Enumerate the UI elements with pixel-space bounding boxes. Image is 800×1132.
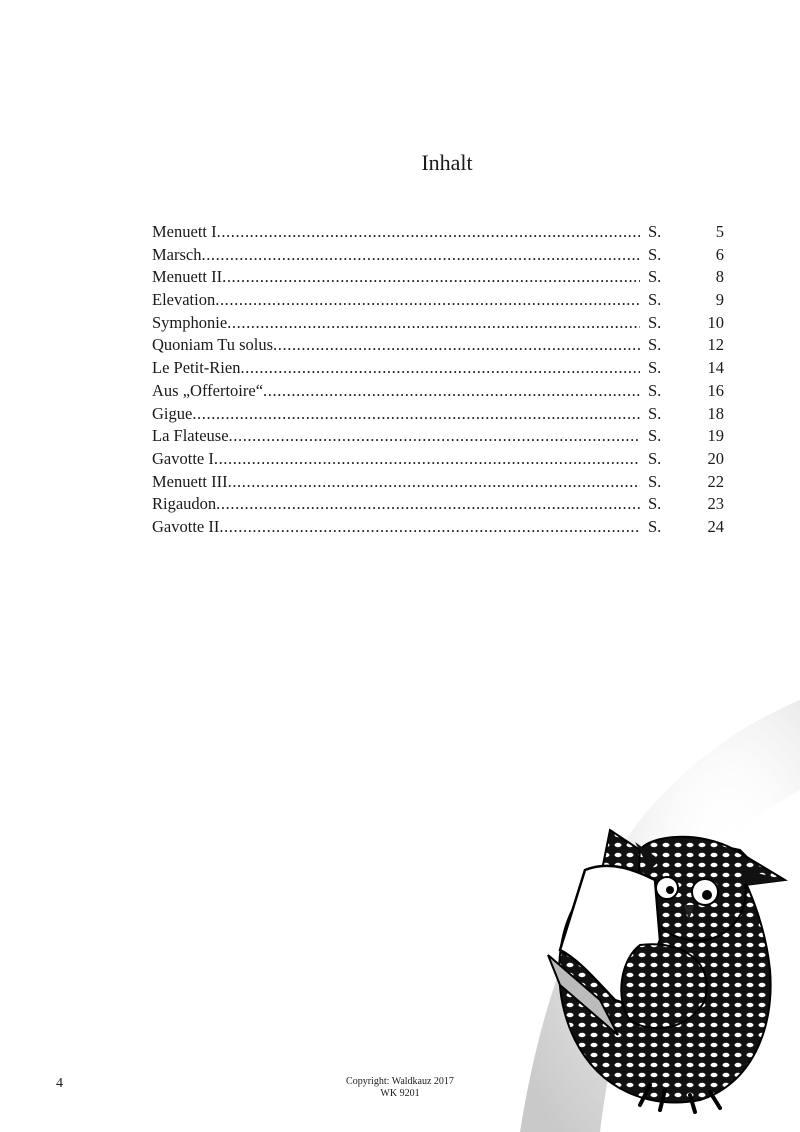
toc-entry-title: Symphonie: [152, 312, 228, 332]
toc-page-prefix: S.: [648, 494, 662, 514]
toc-page-prefix: S.: [648, 267, 662, 287]
toc-page-number: 12: [707, 335, 724, 355]
toc-entry-title: La Flateuse: [152, 426, 229, 446]
toc-page-prefix: S.: [648, 426, 662, 446]
catalog-number: WK 9201: [380, 1088, 420, 1099]
toc-page-number: 6: [715, 244, 724, 264]
toc-entry-title: Rigaudon: [152, 494, 217, 514]
toc-page-number: 19: [707, 426, 724, 446]
toc-entry-title: Quoniam Tu solus: [152, 335, 274, 355]
toc-entry-title: Aus „Offertoire“: [152, 380, 264, 400]
page-title: Inhalt: [421, 150, 473, 175]
toc-entry-title: Gavotte II: [152, 516, 220, 536]
toc-page-prefix: S.: [648, 358, 662, 378]
toc-page-prefix: S.: [648, 335, 662, 355]
toc-page-prefix: S.: [648, 448, 662, 468]
toc-page-number: 14: [707, 358, 724, 378]
toc-page-number: 24: [707, 516, 724, 536]
toc-page-number: 18: [707, 403, 724, 423]
toc-page-number: 22: [707, 471, 724, 491]
toc-entry-title: Le Petit-Rien: [152, 358, 241, 378]
toc-page-number: 9: [715, 290, 724, 310]
page-number: 4: [56, 1076, 63, 1091]
toc-entry-title: Menuett II: [152, 267, 223, 287]
toc-page-number: 23: [707, 494, 724, 514]
toc-page-number: 20: [707, 448, 724, 468]
toc-entry-title: Gigue: [152, 403, 193, 423]
toc-entry-title: Gavotte I: [152, 448, 214, 468]
toc-page-prefix: S.: [648, 403, 662, 423]
toc-page-number: 5: [715, 222, 724, 241]
toc-page-prefix: S.: [648, 471, 662, 491]
toc-page-number: 10: [707, 312, 724, 332]
copyright-notice: [300, 1076, 500, 1100]
toc-entry-title: Marsch: [152, 244, 202, 264]
toc-entry-title: Menuett III: [152, 471, 228, 491]
toc-entry-title: Menuett I: [152, 222, 217, 241]
toc-page-prefix: S.: [648, 380, 662, 400]
toc-page-prefix: S.: [648, 290, 662, 310]
toc-page-number: 8: [715, 267, 724, 287]
copyright-text: Copyright: Waldkauz 2017: [346, 1076, 454, 1087]
toc-page-prefix: S.: [648, 244, 662, 264]
toc-page-prefix: S.: [648, 222, 662, 241]
toc-page-prefix: S.: [648, 312, 662, 332]
toc-page-number: 16: [707, 380, 724, 400]
toc-page-prefix: S.: [648, 516, 662, 536]
toc-entry-title: Elevation: [152, 290, 216, 310]
